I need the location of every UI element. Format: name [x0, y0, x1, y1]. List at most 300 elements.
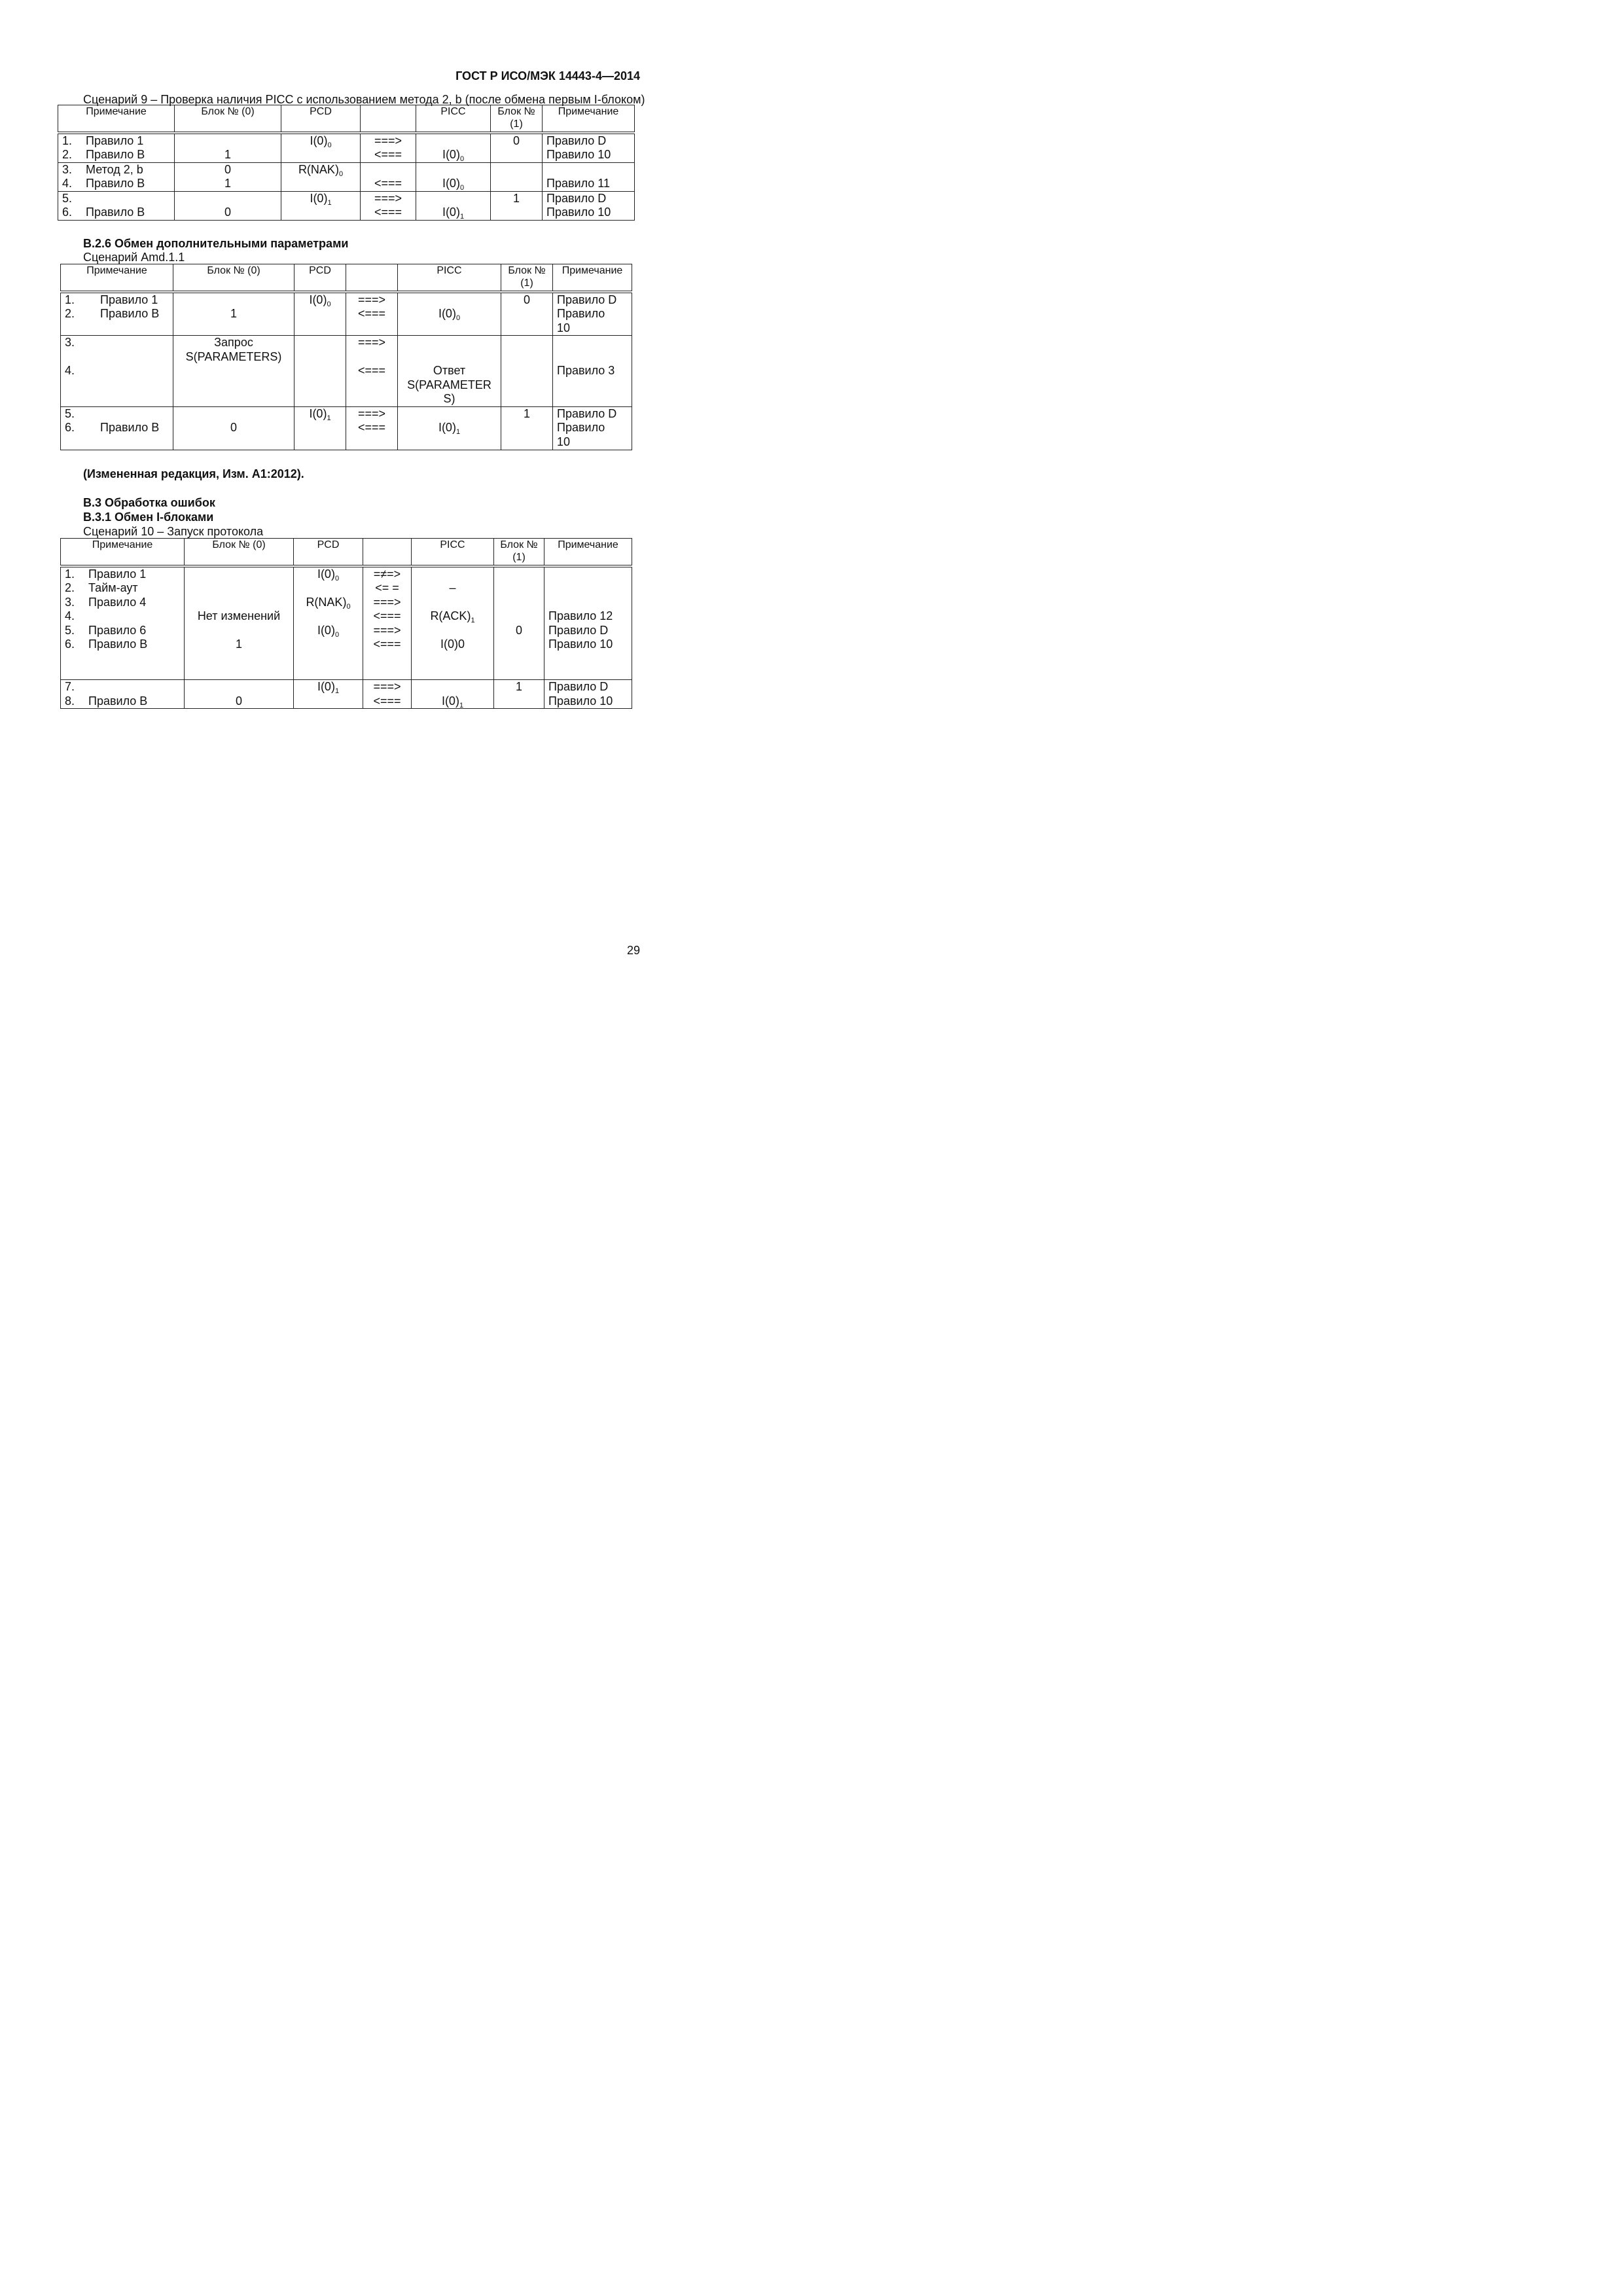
blk1-value	[493, 134, 539, 149]
step-line	[62, 206, 171, 220]
pcd-value-sub: 0	[338, 170, 344, 178]
step-number: 1.	[62, 134, 73, 147]
step-note: Правило B	[86, 148, 145, 161]
step-line	[65, 596, 181, 610]
pcd-value	[284, 177, 357, 191]
scenario-10-caption: Сценарий 10 – Запуск протокола	[83, 525, 264, 538]
picc-value-sub: 1	[471, 617, 475, 624]
step-number: 6.	[65, 421, 75, 434]
note2-cell	[543, 162, 635, 191]
step-note: Правило B	[100, 421, 160, 434]
picc-cell	[412, 566, 494, 680]
arrow-value	[366, 637, 408, 652]
pcd-value	[284, 192, 357, 206]
pcd-value	[284, 148, 357, 162]
note-cell	[61, 336, 173, 407]
blk1-value-text: 1	[515, 680, 522, 693]
picc-frame-sub: 1	[455, 428, 461, 436]
picc-cell	[398, 336, 501, 407]
table-header-row	[61, 264, 632, 292]
blk0-value	[187, 680, 291, 694]
pcd-cell	[281, 191, 361, 220]
block0-cell	[185, 680, 294, 709]
blk0-value	[187, 609, 291, 624]
arrow-value-text: ===>	[373, 595, 401, 609]
blk1-value-text: 1	[512, 191, 520, 205]
arrow-value	[366, 680, 408, 694]
step-line	[65, 581, 181, 596]
picc-cell	[398, 292, 501, 336]
pcd-value-text: I(0)	[317, 623, 335, 637]
rule-note: Правило	[557, 421, 605, 434]
note2-value	[546, 192, 632, 206]
column-header: Примечание	[543, 105, 635, 133]
blk0-value	[177, 148, 278, 162]
arrow: ===>	[357, 293, 386, 306]
column-header: Примечание	[61, 539, 185, 566]
picc-value-sub: 0	[459, 155, 465, 162]
rule-note: Правило	[557, 307, 605, 320]
block0-cell	[175, 133, 281, 163]
note2-value-text: Правило 10	[548, 694, 613, 708]
step-note: Тайм-аут	[88, 581, 138, 594]
step-number: 5.	[65, 623, 75, 637]
block0-cell	[173, 406, 294, 450]
note2-value	[546, 148, 632, 162]
arrow-value-text: <===	[374, 177, 402, 190]
arrow: ===>	[357, 406, 386, 420]
blk0-value-text: 0	[224, 206, 231, 219]
block0-cell	[185, 566, 294, 680]
page-number: 29	[626, 944, 640, 957]
arrow-value	[366, 567, 408, 582]
blk1-value	[497, 624, 541, 638]
arrow-value	[363, 148, 413, 162]
step-number: 4.	[65, 364, 75, 377]
note2-value	[548, 680, 629, 694]
arrow-cell	[346, 292, 398, 336]
table-row-group	[61, 680, 632, 709]
step-line	[65, 624, 181, 638]
step-number: 3.	[62, 162, 73, 176]
step-note: Метод 2, b	[86, 162, 143, 176]
arrow-value	[366, 624, 408, 638]
arrow-value	[366, 596, 408, 610]
step-note: Правило B	[86, 177, 145, 190]
picc-value	[419, 148, 488, 162]
note-cell	[61, 566, 185, 680]
blk0-value-text: 1	[235, 637, 242, 651]
pcd-cell	[294, 292, 346, 336]
scenario-amd-table	[60, 264, 632, 450]
arrow-value	[363, 163, 413, 177]
arrow-value	[363, 192, 413, 206]
arrow-value-text: ===>	[373, 623, 401, 637]
picc-value	[414, 596, 491, 610]
pcd-cell	[281, 162, 361, 191]
pcd-value	[296, 581, 360, 596]
picc-frame: I(0)	[438, 307, 456, 320]
step-number: 8.	[65, 694, 75, 708]
picc-value-text: I(0)	[441, 694, 459, 708]
arrow: <===	[357, 364, 386, 377]
picc-frame: I(0)	[438, 421, 456, 434]
block-number: 1	[523, 406, 530, 420]
column-header: Примечание	[61, 264, 173, 292]
step-note: Правило 4	[88, 595, 147, 609]
picc-value-text: –	[449, 581, 456, 594]
picc-frame-sub: 0	[455, 314, 461, 322]
arrow-value-text: ===>	[374, 134, 402, 147]
pcd-value-text: I(0)	[310, 134, 328, 147]
column-header: Блок № (1)	[491, 105, 543, 133]
note2-value	[548, 596, 629, 610]
step-line	[65, 609, 181, 624]
blk0-value-text: 1	[224, 148, 231, 161]
step-number: 4.	[62, 177, 73, 190]
column-header: Примечание	[58, 105, 175, 133]
picc-value	[419, 177, 488, 191]
block1-cell	[491, 133, 543, 163]
note2-value	[548, 567, 629, 582]
note2-value	[548, 624, 629, 638]
pcd-value-sub: 1	[327, 198, 332, 207]
step-number: 7.	[65, 680, 75, 693]
pcd-value-sub: 0	[334, 574, 340, 583]
arrow-value	[366, 694, 408, 709]
picc-value-sub: 1	[459, 701, 464, 709]
column-header: Блок № (0)	[173, 264, 294, 292]
block0-cell	[173, 336, 294, 407]
pcd-value-sub: 0	[327, 141, 332, 149]
step-note: Правило 1	[88, 567, 147, 581]
picc-value	[419, 163, 488, 177]
step-number: 5.	[65, 406, 75, 420]
step-line	[65, 680, 181, 694]
column-header	[363, 539, 412, 566]
picc-cell	[416, 162, 491, 191]
arrow-cell	[363, 680, 412, 709]
note2-cell	[553, 292, 632, 336]
scenario-amd-caption: Сценарий Amd.1.1	[83, 251, 185, 264]
pcd-value	[296, 680, 360, 694]
block1-cell	[501, 336, 553, 407]
step-number: 3.	[65, 595, 75, 609]
picc-value-text: I(0)	[442, 148, 460, 161]
blk1-value	[497, 567, 541, 582]
note-cell	[61, 292, 173, 336]
block0-cell	[175, 162, 281, 191]
blk1-value	[493, 177, 539, 191]
pcd-value	[284, 163, 357, 177]
arrow-value-text: <===	[373, 609, 401, 622]
blk0-value	[187, 596, 291, 610]
note2-value-text: Правило D	[546, 191, 607, 205]
table-header-row	[58, 105, 635, 133]
step-line	[65, 637, 181, 652]
blk0-value-text: 0	[235, 694, 242, 708]
picc-value-text: I(0)	[442, 206, 460, 219]
arrow-cell	[363, 566, 412, 680]
note-cell	[61, 680, 185, 709]
arrow-value-text: ===>	[374, 191, 402, 205]
blk1-value	[493, 192, 539, 206]
block1-cell	[491, 191, 543, 220]
blk1-value	[493, 206, 539, 220]
pcd-frame-sub: 0	[327, 300, 331, 308]
pcd-value-text: R(NAK)	[306, 595, 347, 609]
column-header	[361, 105, 416, 133]
arrow-cell	[361, 162, 416, 191]
picc-value	[419, 192, 488, 206]
pcd-value-text: I(0)	[317, 680, 335, 693]
column-header: PICC	[416, 105, 491, 133]
note2-value-text: Правило 12	[548, 609, 613, 622]
blk0-value-text: 1	[224, 177, 231, 190]
picc-value-text: I(0)	[442, 177, 460, 190]
blk0-value	[187, 581, 291, 596]
block0-cell	[173, 292, 294, 336]
pcd-value-sub: 0	[334, 630, 340, 639]
blk1-value	[497, 680, 541, 694]
note2-value-text: Правило 10	[546, 206, 611, 219]
picc-cell	[412, 680, 494, 709]
pcd-value	[296, 596, 360, 610]
blk1-value-text: 0	[512, 134, 520, 147]
note2-cell	[543, 133, 635, 163]
arrow-value-text: ===>	[373, 680, 401, 693]
arrow-value-text: <===	[374, 148, 402, 161]
note-cell	[58, 133, 175, 163]
arrow-cell	[361, 133, 416, 163]
column-header: Примечание	[544, 539, 632, 566]
blk1-value	[497, 694, 541, 709]
picc-cell	[416, 191, 491, 220]
pcd-frame-sub: 1	[327, 414, 331, 422]
arrow-value-text: <= =	[375, 581, 399, 594]
scenario-10-table	[60, 538, 632, 709]
blk0-value	[177, 192, 278, 206]
table-row-group	[61, 292, 632, 336]
note2-value-text: Правило 10	[546, 148, 611, 161]
document-header: ГОСТ Р ИСО/МЭК 14443-4—2014	[455, 69, 640, 82]
arrow: <===	[357, 421, 386, 434]
table-row-group	[61, 336, 632, 407]
picc-value	[414, 567, 491, 582]
note2-cell	[543, 191, 635, 220]
table-row-group	[61, 566, 632, 680]
step-number: 1.	[65, 567, 75, 581]
column-header: PCD	[281, 105, 361, 133]
column-header: PICC	[398, 264, 501, 292]
note2-value	[546, 163, 632, 177]
step-number: 3.	[65, 336, 75, 349]
column-header: PICC	[412, 539, 494, 566]
section-b31-heading: В.3.1 Обмен I-блоками	[83, 511, 214, 524]
request-label: Запрос	[214, 336, 253, 349]
picc-value	[414, 637, 491, 652]
arrow-cell	[346, 336, 398, 407]
picc-value	[414, 680, 491, 694]
note2-value	[546, 177, 632, 191]
pcd-value	[296, 637, 360, 652]
step-number: 4.	[65, 609, 75, 622]
note2-value-text: Правило 10	[548, 637, 613, 651]
step-note: Правило 6	[88, 623, 147, 637]
blk0-value	[187, 624, 291, 638]
blk0-value	[187, 694, 291, 709]
note2-value	[546, 206, 632, 220]
table-row-group	[58, 133, 635, 163]
step-number: 5.	[62, 191, 73, 205]
arrow-cell	[346, 406, 398, 450]
blk0-value-text: 0	[224, 162, 231, 176]
rule-note: 10	[557, 321, 571, 334]
step-line	[62, 163, 171, 177]
pcd-value	[284, 134, 357, 149]
note-cell	[61, 406, 173, 450]
note2-value	[546, 134, 632, 149]
note2-value-text: Правило D	[548, 623, 609, 637]
pcd-cell	[294, 566, 363, 680]
picc-value-text: R(ACK)	[430, 609, 471, 622]
pcd-value	[284, 206, 357, 220]
block1-cell	[491, 162, 543, 191]
note2-cell	[544, 680, 632, 709]
arrow-value-text: =≠=>	[373, 567, 401, 581]
pcd-value-text: R(NAK)	[298, 162, 339, 176]
table-row-group	[61, 406, 632, 450]
pcd-value	[296, 609, 360, 624]
column-header: Блок № (1)	[501, 264, 553, 292]
block1-cell	[494, 680, 544, 709]
blk1-value-text: 0	[515, 623, 522, 637]
arrow: ===>	[357, 336, 386, 349]
note2-value	[548, 609, 629, 624]
pcd-value	[296, 694, 360, 709]
blk1-value	[497, 581, 541, 596]
request-frame: S(PARAMETERS)	[185, 350, 282, 363]
pcd-value	[296, 624, 360, 638]
table-row-group	[58, 162, 635, 191]
picc-value	[414, 581, 491, 596]
step-number: 1.	[65, 293, 75, 306]
response-label: Ответ	[433, 364, 466, 377]
pcd-value-sub: 0	[346, 602, 351, 611]
arrow-value	[363, 206, 413, 220]
response-frame: S(PARAMETER	[407, 378, 491, 391]
picc-cell	[416, 133, 491, 163]
amendment-note: (Измененная редакция, Изм. А1:2012).	[83, 467, 304, 480]
note2-cell	[544, 566, 632, 680]
step-note: Правило 1	[100, 293, 158, 306]
column-header: Блок № (0)	[185, 539, 294, 566]
step-line	[62, 192, 171, 206]
arrow-value	[366, 581, 408, 596]
arrow-value	[363, 177, 413, 191]
column-header: Примечание	[553, 264, 632, 292]
picc-value	[419, 206, 488, 220]
pcd-value-text: I(0)	[317, 567, 335, 581]
step-note: Правило B	[100, 307, 160, 320]
arrow: <===	[357, 307, 386, 320]
step-line	[62, 134, 171, 149]
column-header: Блок № (1)	[494, 539, 544, 566]
rule-note: 10	[557, 435, 571, 448]
step-note: Правило B	[88, 637, 148, 651]
block1-cell	[501, 292, 553, 336]
column-header: PCD	[294, 539, 363, 566]
arrow-value	[363, 134, 413, 149]
step-line	[65, 567, 181, 582]
table-header-row	[61, 539, 632, 566]
step-line	[62, 148, 171, 162]
block1-cell	[501, 406, 553, 450]
scenario-9-caption: Сценарий 9 – Проверка наличия PICC с использованием метода 2, b (после обмена первым I-блоком)	[83, 93, 645, 106]
blk1-value	[497, 609, 541, 624]
arrow-cell	[361, 191, 416, 220]
pcd-cell	[281, 133, 361, 163]
pcd-frame: I(0)	[309, 406, 327, 420]
rule-note: Правило 3	[557, 364, 615, 377]
step-number: 2.	[62, 148, 73, 161]
blk1-value	[497, 596, 541, 610]
step-note: Правило 1	[86, 134, 144, 147]
note2-value-text: Правило D	[546, 134, 607, 147]
pcd-cell	[294, 336, 346, 407]
picc-value-sub: 0	[459, 184, 465, 191]
note2-cell	[553, 336, 632, 407]
block1-cell	[494, 566, 544, 680]
note2-value-text: Правило 11	[546, 177, 610, 190]
pcd-cell	[294, 680, 363, 709]
picc-value	[414, 624, 491, 638]
rule-note: Правило D	[557, 293, 617, 306]
block-number: 0	[523, 293, 530, 306]
blk0-value	[187, 567, 291, 582]
scenario-9-table	[58, 105, 635, 221]
blk0-value	[187, 637, 291, 652]
pcd-value	[296, 567, 360, 582]
picc-value	[419, 134, 488, 149]
pcd-value-text: I(0)	[310, 191, 328, 205]
rule-note: Правило D	[557, 406, 617, 420]
blk0-value	[177, 206, 278, 220]
note-cell	[58, 191, 175, 220]
column-header: Блок № (0)	[175, 105, 281, 133]
block-number: 0	[230, 421, 237, 434]
arrow-value	[366, 609, 408, 624]
note2-cell	[553, 406, 632, 450]
table-row-group	[58, 191, 635, 220]
pcd-cell	[294, 406, 346, 450]
block-number: 1	[230, 307, 237, 320]
section-b3-heading: В.3 Обработка ошибок	[83, 496, 215, 509]
arrow-value-text: <===	[374, 206, 402, 219]
step-number: 6.	[65, 637, 75, 651]
blk0-value-text: Нет изменений	[197, 609, 281, 622]
pcd-value-sub: 1	[334, 687, 340, 695]
blk1-value	[493, 163, 539, 177]
step-number: 2.	[65, 581, 75, 594]
picc-value-text: I(0)0	[440, 637, 465, 651]
picc-value	[414, 694, 491, 709]
pcd-frame: I(0)	[309, 293, 327, 306]
note2-value	[548, 581, 629, 596]
section-b26-heading: В.2.6 Обмен дополнительными параметрами	[83, 237, 349, 250]
picc-value-sub: 1	[459, 213, 465, 220]
column-header	[346, 264, 398, 292]
